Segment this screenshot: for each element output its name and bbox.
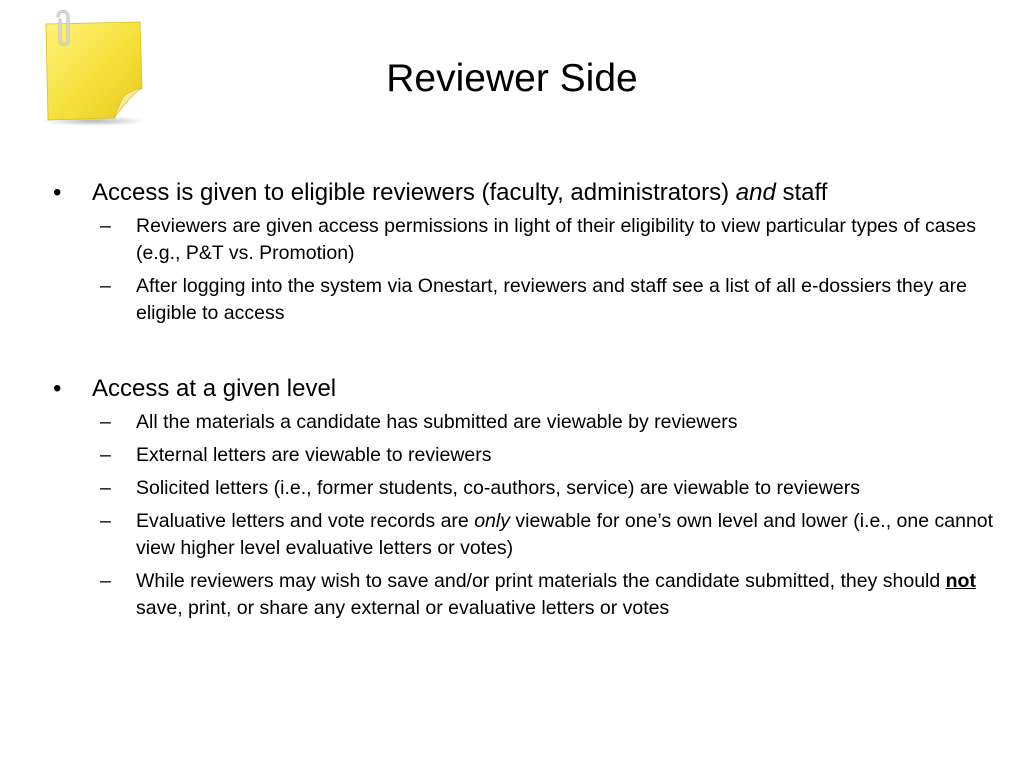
- sub-item-text: save, print, or share any external or evaluative letters or votes: [136, 597, 670, 619]
- sub-list: [50, 409, 1000, 622]
- sub-item: [50, 409, 1000, 436]
- sub-item: [50, 508, 1000, 562]
- bullet-marker: •: [53, 179, 62, 206]
- sub-item-text: All the materials a candidate has submitted are viewable by reviewers: [136, 411, 738, 433]
- bullet-item: [50, 175, 1000, 211]
- sub-item-text: Reviewers are given access permissions in light of their eligibility to view particular types of cases (e.g., P&T vs. Promotion): [136, 215, 976, 264]
- dash-marker: –: [100, 510, 111, 532]
- dash-marker: –: [100, 411, 111, 433]
- dash-marker: –: [100, 275, 111, 297]
- sub-item-text: External letters are viewable to reviewers: [136, 444, 492, 466]
- sub-item-text: viewable for one’s own level and lower (i.e., one cannot view higher level evaluative letters or votes): [136, 510, 994, 559]
- sub-item-text-italic: only: [474, 510, 510, 532]
- bullet-text: Access at a given level: [92, 375, 337, 402]
- sub-list: [50, 213, 1000, 327]
- bullet-text: staff: [775, 179, 828, 206]
- sub-item: [50, 273, 1000, 327]
- sub-item-text: Solicited letters (i.e., former students, co-authors, service) are viewable to reviewers: [136, 477, 860, 499]
- sub-item-text: Evaluative letters and vote records are: [136, 510, 475, 532]
- sub-item: [50, 213, 1000, 267]
- bullet-text: Access is given to eligible reviewers (faculty, administrators): [92, 179, 736, 206]
- bullet-item: [50, 371, 1000, 407]
- bullet-marker: •: [53, 375, 62, 402]
- sub-item-text: After logging into the system via Onestart, reviewers and staff see a list of all e-dossiers they are eligible to access: [136, 275, 967, 324]
- sub-item-text-bold: not: [945, 570, 976, 592]
- slide-body: [50, 175, 1000, 628]
- sub-item: [50, 568, 1000, 622]
- sub-item: [50, 475, 1000, 502]
- dash-marker: –: [100, 444, 111, 466]
- sub-item: [50, 442, 1000, 469]
- dash-marker: –: [100, 215, 111, 237]
- sub-item-text: While reviewers may wish to save and/or print materials the candidate submitted, they should: [136, 570, 946, 592]
- section-gap: [50, 333, 1000, 371]
- dash-marker: –: [100, 570, 111, 592]
- bullet-text-italic: and: [735, 179, 776, 206]
- slide-title: Reviewer Side: [386, 57, 638, 100]
- dash-marker: –: [100, 477, 111, 499]
